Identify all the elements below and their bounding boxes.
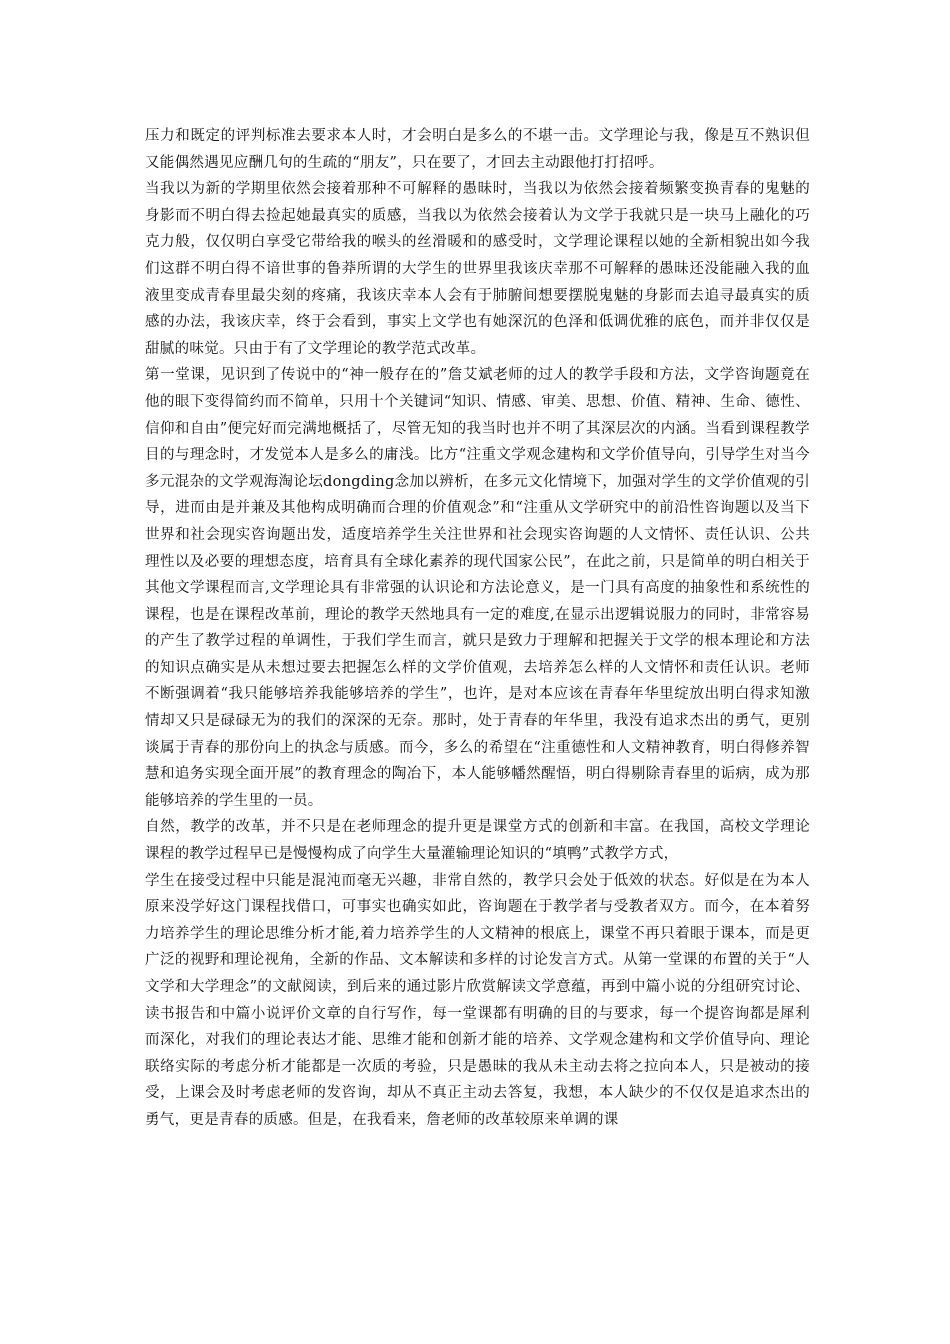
document-body bbox=[145, 123, 810, 1134]
paragraph-teaching-reform: 自然，教学的改革，并不只是在老师理念的提升更是课堂方式的创新和丰富。在我国，高校文学理论课程的教学过程早已是慢慢构成了向学生大量灌输理论知识的“填鸭”式教学方式， bbox=[145, 819, 810, 863]
paragraph-student-reception: 学生在接受过程中只能是混沌而毫无兴趣，非常自然的，教学只会处于低效的状态。好似是在为本人原来没学好这门课程找借口，可事实也确实如此，咨询题在于教学者与受教者双方。而今，在本着努力培养学生的理论思维分析才能,着力培养学生的人文精神的根底上，课堂不再只着眼于课本，而是更广泛的视野和理论视角，全新的作品、文本解读和多样的讨论发言方式。从第一堂课的布置的关于“人文学和大学理念”的文献阅读，到后来的通过影片欣赏解读文学意蕴，再到中篇小说的分组研究讨论、读书报告和中篇小说评价文章的自行写作，每一堂课都有明确的目的与要求，每一个提咨询都是犀利而深化，对我们的理论表达才能、思维才能和创新才能的培养、文学观念建构和文学价值导向、理论联络实际的考虑分析才能都是一次质的考验，只是愚昧的我从未主动去将之拉向本人，只是被动的接受，上课会及时考虑老师的发咨询，却从不真正主动去答复，我想，本人缺少的不仅仅是追求杰出的勇气，更是青春的质感。但是，在我看来，詹老师的改革较原来单调的课 bbox=[145, 872, 810, 1128]
paragraph-new-semester: 当我以为新的学期里依然会接着那种不可解释的愚昧时，当我以为依然会接着频繁变换青春的鬼魅的身影而不明白得去捡起她最真实的质感，当我以为依然会接着认为文学于我就只是一块马上融化的巧克力般，仅仅明白享受它带给我的喉头的丝滑暖和的感受时，文学理论课程以她的全新相貌出如今我们这群不明白得不谙世事的鲁莽所谓的大学生的世界里我该庆幸那不可解释的愚昧还没能融入我的血液里变成青春里最尖刻的疼痛，我该庆幸本人会有于肺腑间想要摆脱鬼魅的身影而去追寻最真实的质感的办法，我该庆幸，终于会看到，事实上文学也有她深沉的色泽和低调优雅的底色，而并非仅仅是甜腻的味觉。只由于有了文学理论的教学范式改革。 bbox=[145, 181, 810, 357]
paragraph-first-class: 第一堂课，见识到了传说中的“神一般存在的”詹艾斌老师的过人的教学手段和方法，文学咨询题竟在他的眼下变得简约而不简单，只用十个关键词“知识、情感、审美、思想、价值、精神、生命、德性、信仰和自由”便完好而完满地概括了，尽管无知的我当时也并不明了其深层次的内涵。当看到课程教学目的与理念时，才发觉本人是多么的庸浅。比方“注重文学观念建构和文学价值导向，引导学生对当今多元混杂的文学观海淘论坛dongding念加以辨析，在多元文化情境下，加强对学生的文学价值观的引导，进而由是并兼及其他构成明确而合理的价值观念”和“注重从文学研究中的前沿性咨询题以及当下世界和社会现实咨询题出发，适度培养学生关注世界和社会现实咨询题的人文情怀、责任认识、公共理性以及必要的理想态度，培育具有全球化素养的现代国家公民”，在此之前，只是简单的明白相关于其他文学课程而言,文学理论具有非常强的认识论和方法论意义，是一门具有高度的抽象性和系统性的课程，也是在课程改革前，理论的教学天然地具有一定的难度,在显示出逻辑说服力的同时，非常容易的产生了教学过程的单调性，于我们学生而言，就只是致力于理解和把握关于文学的根本理论和方法的知识点确实是从未想过要去把握怎么样的文学价值观，去培养怎么样的人文情怀和责任认识。老师不断强调着“我只能够培养我能够培养的学生”，也许，是对本应该在青春年华里绽放出明白得求知激情却又只是碌碌无为的我们的深深的无奈。那时，处于青春的年华里，我没有追求杰出的勇气，更别谈属于青春的那份向上的执念与质感。而今，多么的希望在“注重德性和人文精神教育，明白得修养智慧和追务实现全面开展”的教育理念的陶冶下，本人能够幡然醒悟，明白得剔除青春里的诟病，成为那能够培养的学生里的一员。 bbox=[145, 367, 810, 809]
paragraph-continuation: 压力和既定的评判标准去要求本人时，才会明白是多么的不堪一击。文学理论与我，像是互不熟识但又能偶然遇见应酬几句的生疏的“朋友”，只在要了，才回去主动跟他打打招呼。 bbox=[145, 128, 810, 171]
